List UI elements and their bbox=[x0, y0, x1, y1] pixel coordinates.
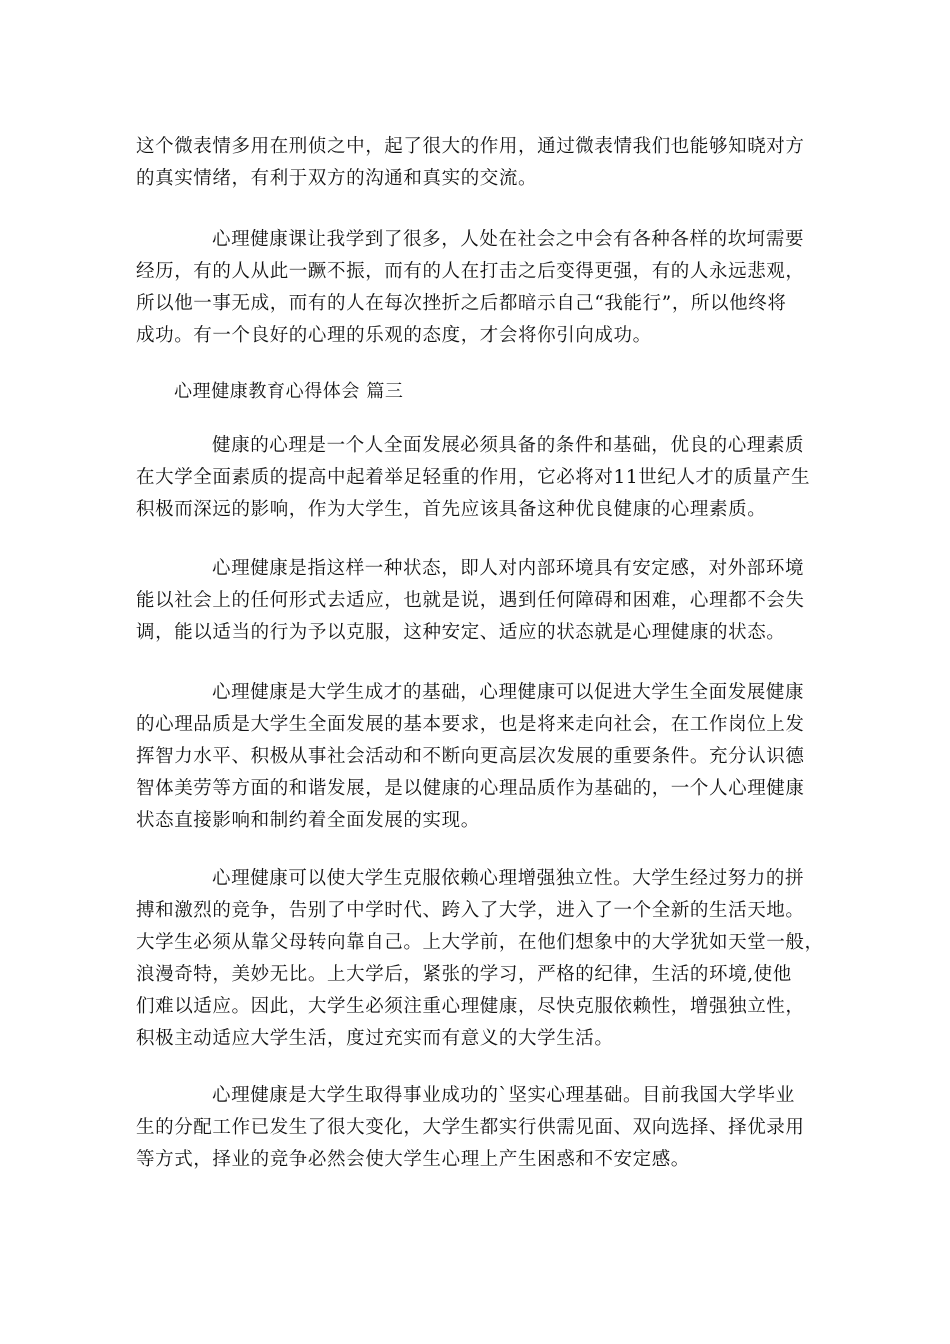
paragraph-microexpression bbox=[136, 131, 816, 195]
text-line: 大学生必须从靠父母转向靠自己。上大学前，在他们想象中的大学犹如天堂一般， bbox=[136, 932, 824, 953]
text-line: 的心理品质是大学生全面发展的基本要求，也是将来走向社会，在工作岗位上发 bbox=[136, 714, 805, 735]
paragraph-definition bbox=[136, 553, 816, 649]
text-line: 调，能以适当的行为予以克服，这种安定、适应的状态就是心理健康的状态。 bbox=[136, 622, 786, 643]
paragraph-independence bbox=[136, 863, 824, 1055]
text-line: 心理健康课让我学到了很多，人处在社会之中会有各种各样的坎坷需要 bbox=[212, 229, 805, 250]
text-line: 这个微表情多用在刑侦之中，起了很大的作用，通过微表情我们也能够知晓对方 bbox=[136, 136, 805, 157]
text-line: 搏和激烈的竞争，告别了中学时代、跨入了大学，进入了一个全新的生活天地。 bbox=[136, 900, 805, 921]
text-line: 所以他一事无成，而有的人在每次挫折之后都暗示自己“我能行”，所以他终将 bbox=[136, 293, 787, 314]
heading-text: 心理健康教育心得体会 篇三 bbox=[174, 381, 404, 402]
text-line: 经历，有的人从此一蹶不振，而有的人在打击之后变得更强，有的人永远悲观， bbox=[136, 261, 805, 282]
text-line: 生的分配工作已发生了很大变化，大学生都实行供需见面、双向选择、择优录用 bbox=[136, 1117, 805, 1138]
text-line: 积极而深远的影响，作为大学生，首先应该具备这种优良健康的心理素质。 bbox=[136, 499, 767, 520]
paragraph-foundation bbox=[136, 677, 816, 837]
text-line: 积极主动适应大学生活，度过充实而有意义的大学生活。 bbox=[136, 1028, 614, 1049]
text-line: 心理健康是指这样一种状态，即人对内部环境具有安定感，对外部环境 bbox=[212, 558, 805, 579]
text-line: 的真实情绪，有利于双方的沟通和真实的交流。 bbox=[136, 168, 538, 189]
text-line: 状态直接影响和制约着全面发展的实现。 bbox=[136, 810, 480, 831]
text-line: 们难以适应。因此，大学生必须注重心理健康，尽快克服依赖性，增强独立性， bbox=[136, 996, 805, 1017]
paragraph-course-reflection bbox=[136, 224, 816, 352]
text-line: 成功。有一个良好的心理的乐观的态度，才会将你引向成功。 bbox=[136, 325, 652, 346]
text-line: 能以社会上的任何形式去适应，也就是说，遇到任何障碍和困难，心理都不会失 bbox=[136, 590, 805, 611]
text-line: 智体美劳等方面的和谐发展，是以健康的心理品质作为基础的，一个人心理健康 bbox=[136, 778, 805, 799]
text-line: 挥智力水平、积极从事社会活动和不断向更高层次发展的重要条件。充分认识德 bbox=[136, 746, 805, 767]
text-line: 心理健康可以使大学生克服依赖心理增强独立性。大学生经过努力的拼 bbox=[212, 868, 805, 889]
section-heading bbox=[174, 378, 404, 406]
text-line: 健康的心理是一个人全面发展必须具备的条件和基础，优良的心理素质 bbox=[212, 435, 805, 456]
text-line: 在大学全面素质的提高中起着举足轻重的作用，它必将对11世纪人才的质量产生 bbox=[136, 467, 811, 488]
text-line: 心理健康是大学生成才的基础，心理健康可以促进大学生全面发展健康 bbox=[212, 682, 805, 703]
paragraph-healthy-mind bbox=[136, 430, 816, 526]
text-line: 等方式，择业的竞争必然会使大学生心理上产生困惑和不安定感。 bbox=[136, 1149, 690, 1170]
text-line: 心理健康是大学生取得事业成功的`坚实心理基础。目前我国大学毕业 bbox=[212, 1085, 795, 1106]
text-line: 浪漫奇特，美妙无比。上大学后，紧张的学习，严格的纪律，生活的环境,使他 bbox=[136, 964, 792, 985]
paragraph-career-success bbox=[136, 1080, 816, 1176]
